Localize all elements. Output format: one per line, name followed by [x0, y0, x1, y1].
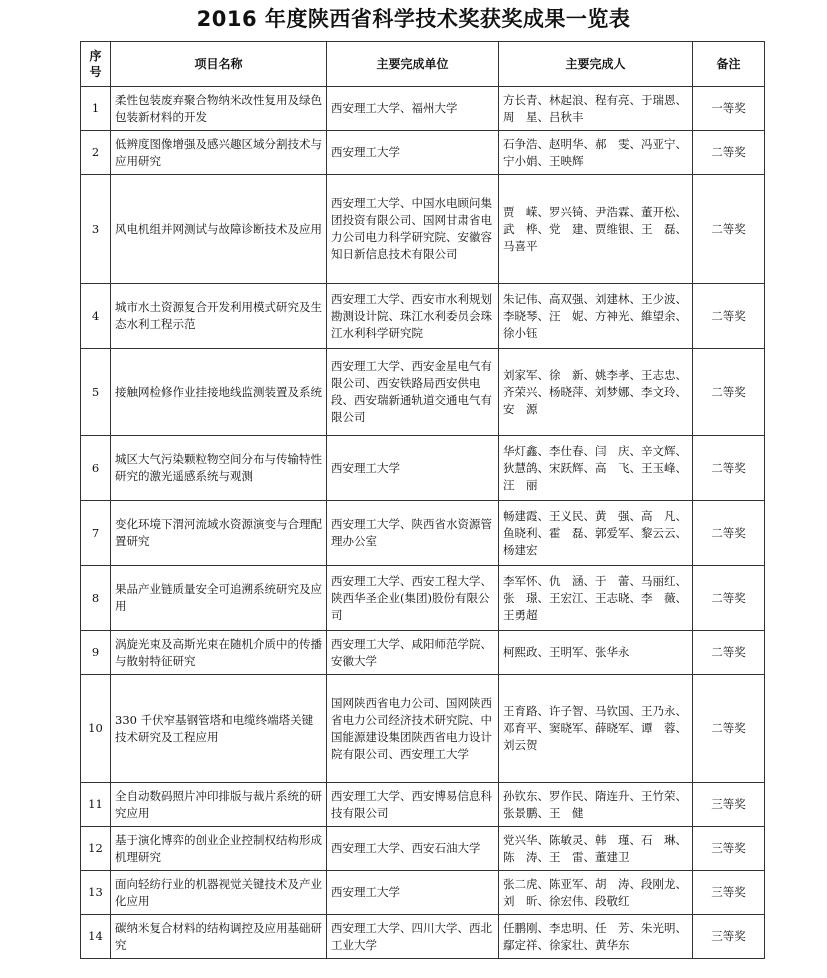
table-row — [81, 87, 765, 131]
cell-note: 二等奖 — [693, 501, 765, 566]
cell-unit: 西安理工大学、陕西省水资源管理办公室 — [327, 501, 499, 566]
cell-no: 14 — [81, 915, 111, 959]
cell-people: 畅建霞、王义民、黄 强、高 凡、鱼晓利、霍 磊、郭爱军、黎云云、杨建宏 — [499, 501, 693, 566]
header-people-label: 主要完成人 — [565, 56, 626, 71]
cell-note: 二等奖 — [693, 675, 765, 783]
table-row — [81, 436, 765, 501]
cell-no: 11 — [81, 783, 111, 827]
cell-name: 城市水土资源复合开发利用模式研究及生态水利工程示范 — [111, 284, 327, 349]
cell-people: 刘家军、徐 新、姚李孝、王志忠、齐荣兴、杨晓萍、刘梦娜、李文玲、安 源 — [499, 349, 693, 436]
cell-name: 基于演化博弈的创业企业控制权结构形成机理研究 — [111, 827, 327, 871]
header-note — [693, 42, 765, 87]
cell-people: 张二虎、陈亚军、胡 涛、段刚龙、刘 昕、徐宏伟、段敬红 — [499, 871, 693, 915]
table-row — [81, 501, 765, 566]
table-row — [81, 284, 765, 349]
cell-unit: 西安理工大学、福州大学 — [327, 87, 499, 131]
cell-people: 任鹏刚、李忠明、任 芳、朱光明、鄢定祥、徐家壮、黄华东 — [499, 915, 693, 959]
cell-note: 二等奖 — [693, 436, 765, 501]
cell-note: 二等奖 — [693, 131, 765, 175]
cell-name: 果品产业链质量安全可追溯系统研究及应用 — [111, 566, 327, 631]
cell-note: 二等奖 — [693, 349, 765, 436]
table-row — [81, 631, 765, 675]
cell-no: 6 — [81, 436, 111, 501]
cell-note: 三等奖 — [693, 871, 765, 915]
cell-people: 朱记伟、高双强、刘建林、王少波、李晓琴、汪 妮、方神光、維望余、徐小钰 — [499, 284, 693, 349]
cell-no: 7 — [81, 501, 111, 566]
cell-people: 党兴华、陈敏灵、韩 瑾、石 琳、陈 涛、王 雷、董建卫 — [499, 827, 693, 871]
header-no-label: 序号 — [89, 49, 102, 79]
cell-unit: 西安理工大学、西安市水利规划勘测设计院、珠江水利委员会珠江水利科学研究院 — [327, 284, 499, 349]
table-row — [81, 915, 765, 959]
table-row — [81, 131, 765, 175]
cell-name: 低辨度图像增强及感兴趣区域分割技术与应用研究 — [111, 131, 327, 175]
cell-no: 10 — [81, 675, 111, 783]
cell-name: 变化环境下渭河流域水资源演变与合理配置研究 — [111, 501, 327, 566]
cell-unit: 西安理工大学、咸阳师范学院、安徽大学 — [327, 631, 499, 675]
cell-name: 全自动数码照片冲印排版与裁片系统的研究应用 — [111, 783, 327, 827]
cell-no: 9 — [81, 631, 111, 675]
cell-name: 面向轻纺行业的机器视觉关键技术及产业化应用 — [111, 871, 327, 915]
cell-note: 二等奖 — [693, 566, 765, 631]
page-title: 2016 年度陕西省科学技术奖获奖成果一览表 — [196, 7, 631, 31]
header-name-label: 项目名称 — [194, 56, 243, 71]
cell-unit: 西安理工大学 — [327, 131, 499, 175]
cell-people: 方长青、林起浪、程有亮、于瑞恩、周 星、吕秋丰 — [499, 87, 693, 131]
cell-note: 三等奖 — [693, 915, 765, 959]
cell-unit: 西安理工大学、西安石油大学 — [327, 827, 499, 871]
cell-unit: 西安理工大学、西安博易信息科技有限公司 — [327, 783, 499, 827]
header-people — [499, 42, 693, 87]
header-unit-label: 主要完成单位 — [376, 56, 449, 71]
table-row — [81, 349, 765, 436]
cell-people: 王育路、许子智、马钦国、王乃永、邓育平、窦晓军、薛晓军、谭 蓉、刘云贺 — [499, 675, 693, 783]
table-row — [81, 566, 765, 631]
cell-no: 13 — [81, 871, 111, 915]
cell-people: 孙钦东、罗作民、隋连升、王竹荣、张景鹏、王 健 — [499, 783, 693, 827]
header-note-label: 备注 — [716, 56, 741, 71]
cell-no: 12 — [81, 827, 111, 871]
cell-name: 330 千伏窄基钢管塔和电缆终端塔关键技术研究及工程应用 — [111, 675, 327, 783]
cell-unit: 西安理工大学 — [327, 871, 499, 915]
cell-people: 华灯鑫、李仕春、闫 庆、辛文辉、狄慧鸽、宋跃辉、高 飞、王玉峰、汪 丽 — [499, 436, 693, 501]
cell-no: 5 — [81, 349, 111, 436]
cell-name: 碳纳米复合材料的结构调控及应用基础研究 — [111, 915, 327, 959]
cell-unit: 西安理工大学 — [327, 436, 499, 501]
cell-people: 石争浩、赵明华、郝 雯、冯亚宁、宁小娟、王映辉 — [499, 131, 693, 175]
cell-name: 涡旋光束及高斯光束在随机介质中的传播与散射特征研究 — [111, 631, 327, 675]
cell-unit: 西安理工大学、西安工程大学、陕西华圣企业(集团)股份有限公司 — [327, 566, 499, 631]
cell-no: 2 — [81, 131, 111, 175]
cell-unit: 西安理工大学、中国水电顾问集团投资有限公司、国网甘肃省电力公司电力科学研究院、安徽容知日新信息技术有限公司 — [327, 175, 499, 284]
cell-note: 二等奖 — [693, 175, 765, 284]
cell-name: 城区大气污染颗粒物空间分布与传输特性研究的激光遥感系统与观测 — [111, 436, 327, 501]
awards-table — [80, 41, 765, 959]
cell-unit: 西安理工大学、西安金星电气有限公司、西安铁路局西安供电段、西安瑞新通轨道交通电气有限公司 — [327, 349, 499, 436]
table-row — [81, 783, 765, 827]
cell-no: 3 — [81, 175, 111, 284]
cell-people: 贾 嵘、罗兴锜、尹浩霖、董开松、武 桦、党 建、贾维银、王 磊、马喜平 — [499, 175, 693, 284]
table-row — [81, 675, 765, 783]
cell-note: 三等奖 — [693, 827, 765, 871]
cell-no: 4 — [81, 284, 111, 349]
cell-note: 一等奖 — [693, 87, 765, 131]
header-no — [81, 42, 111, 87]
cell-people: 李军怀、仇 涵、于 蕾、马丽红、张 璟、王宏江、王志晓、李 薇、王勇超 — [499, 566, 693, 631]
table-row — [81, 871, 765, 915]
cell-unit: 西安理工大学、四川大学、西北工业大学 — [327, 915, 499, 959]
cell-name: 风电机组并网测试与故障诊断技术及应用 — [111, 175, 327, 284]
table-row — [81, 175, 765, 284]
cell-note: 二等奖 — [693, 284, 765, 349]
header-name — [111, 42, 327, 87]
table-row — [81, 827, 765, 871]
cell-name: 柔性包装废弃聚合物纳米改性复用及绿色包装新材料的开发 — [111, 87, 327, 131]
header-unit — [327, 42, 499, 87]
cell-note: 二等奖 — [693, 631, 765, 675]
table-header-row — [81, 42, 765, 87]
cell-people: 柯熙政、王明军、张华永 — [499, 631, 693, 675]
cell-unit: 国网陕西省电力公司、国网陕西省电力公司经济技术研究院、中国能源建设集团陕西省电力设计院有限公司、西安理工大学 — [327, 675, 499, 783]
cell-no: 1 — [81, 87, 111, 131]
cell-note: 三等奖 — [693, 783, 765, 827]
cell-no: 8 — [81, 566, 111, 631]
cell-name: 接触网检修作业挂接地线监测装置及系统 — [111, 349, 327, 436]
